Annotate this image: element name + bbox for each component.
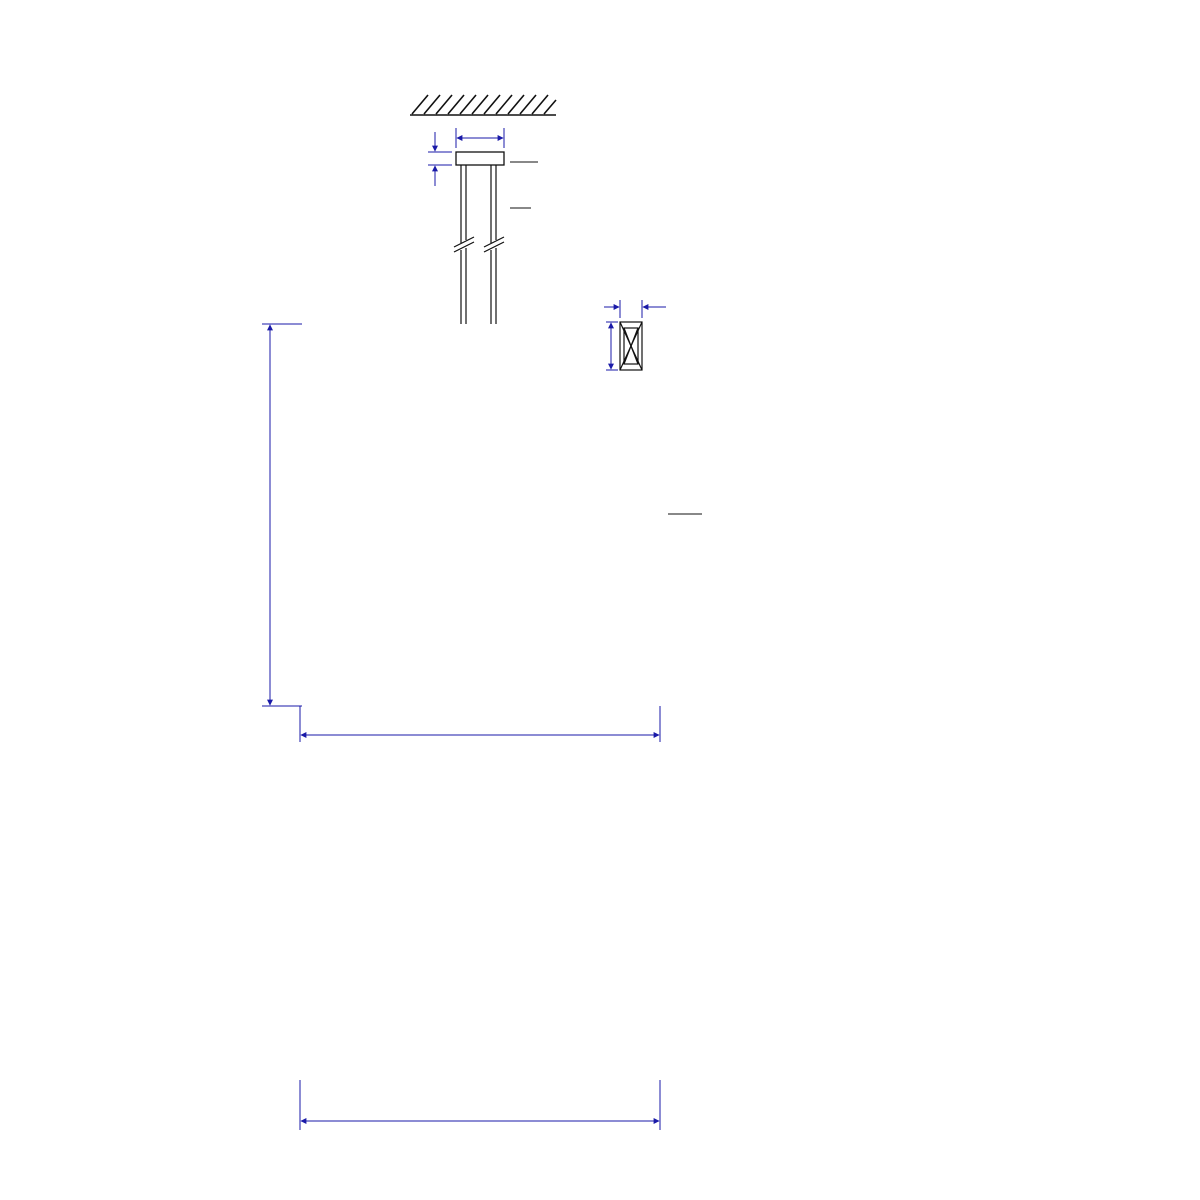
crystal-block-detail xyxy=(620,322,642,370)
canopy-shape xyxy=(456,152,504,165)
crystal-width-dimension xyxy=(604,300,666,318)
hanging-rods xyxy=(454,165,504,324)
canopy-width-dimension xyxy=(456,128,504,148)
crystal-height-dimension xyxy=(606,322,618,370)
canopy-height-dimension xyxy=(428,132,452,186)
side-dia-dimension xyxy=(300,706,660,742)
bottom-dia-dimension xyxy=(300,1080,660,1130)
ceiling-hatch xyxy=(410,95,556,115)
side-height-dimension xyxy=(262,324,302,706)
